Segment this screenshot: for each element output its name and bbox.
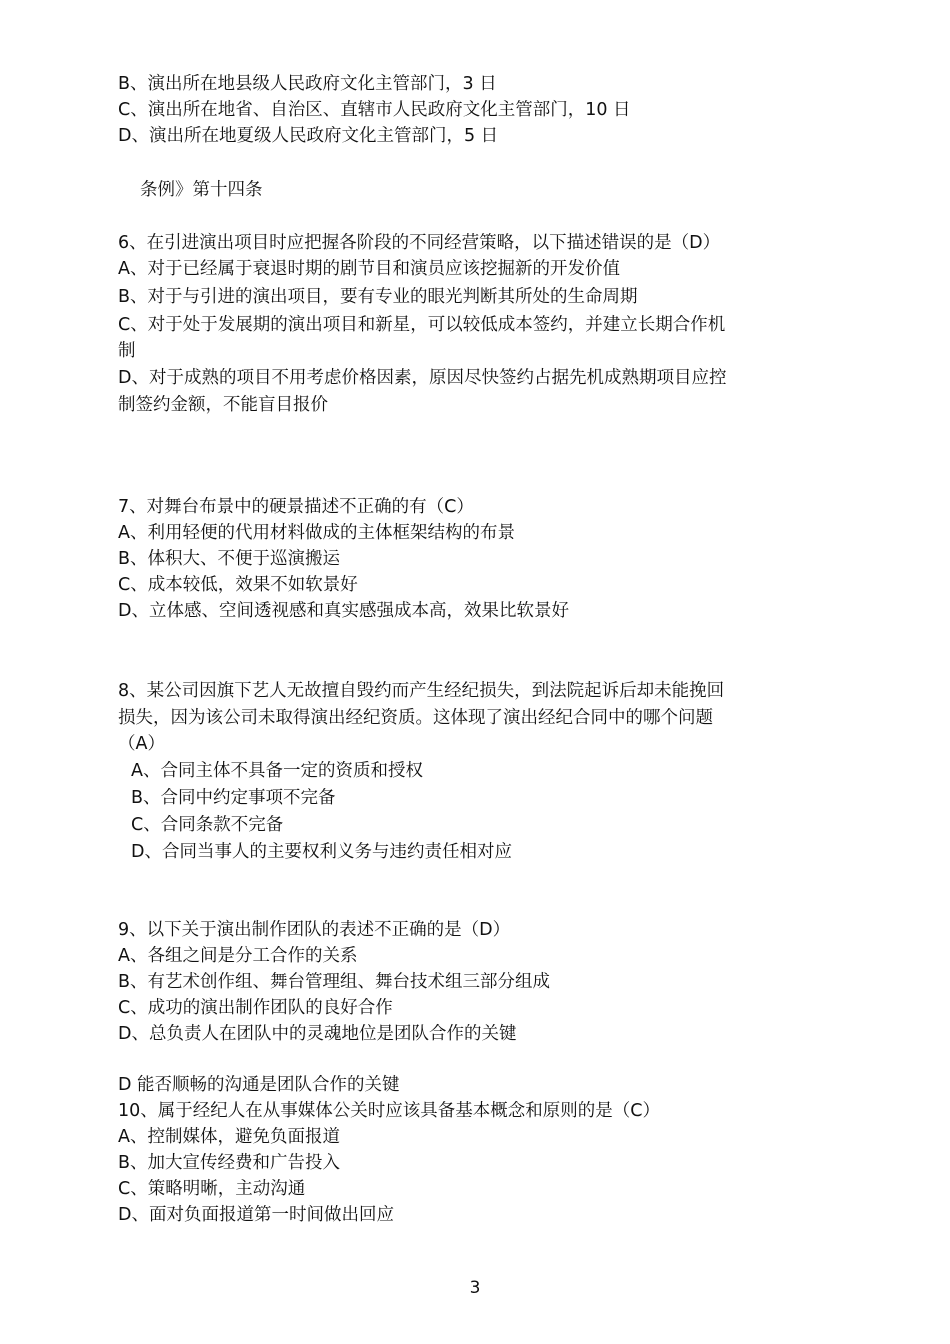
q7-option-a: A、利用轻便的代用材料做成的主体框架结构的布景 <box>118 523 515 543</box>
q9-option-d: D、总负责人在团队中的灵魂地位是团队合作的关键 <box>118 1024 517 1044</box>
q6-line-2: B、对于与引进的演出项目，要有专业的眼光判断其所处的生命周期 <box>118 287 638 307</box>
q5-option-c: C、演出所在地省、自治区、直辖市人民政府文化主管部门，10 日 <box>118 100 631 120</box>
q7-option-c: C、成本较低，效果不如软景好 <box>118 575 358 595</box>
q10-stem: 10、属于经纪人在从事媒体公关时应该具备基本概念和原则的是（C） <box>118 1101 660 1121</box>
page-number: 3 <box>469 1278 481 1298</box>
q7-option-d: D、立体感、空间透视感和真实感强成本高，效果比软景好 <box>118 601 569 621</box>
q9-option-b: B、有艺术创作组、舞台管理组、舞台技术组三部分组成 <box>118 972 551 992</box>
q6-line-6: 制签约金额，不能盲目报价 <box>118 395 328 415</box>
q7-stem: 7、对舞台布景中的硬景描述不正确的有（C） <box>118 497 474 517</box>
q6-stem: 6、在引进演出项目时应把握各阶段的不同经营策略，以下描述错误的是（D） <box>118 233 721 253</box>
q8-stem-line-2: 损失，因为该公司未取得演出经纪资质。这体现了演出经纪合同中的哪个问题 <box>118 708 713 728</box>
q8-option-b: B、合同中约定事项不完备 <box>131 788 336 808</box>
q9-stem: 9、以下关于演出制作团队的表述不正确的是（D） <box>118 920 511 940</box>
q9-option-a: A、各组之间是分工合作的关系 <box>118 946 358 966</box>
q9-option-c: C、成功的演出制作团队的良好合作 <box>118 998 393 1018</box>
q6-line-1: A、对于已经属于衰退时期的剧节目和演员应该挖掘新的开发价值 <box>118 259 620 279</box>
q10-option-b: B、加大宣传经费和广告投入 <box>118 1153 341 1173</box>
q8-stem-line-3: （A） <box>118 734 165 754</box>
q7-option-b: B、体积大、不便于巡演搬运 <box>118 549 341 569</box>
q5-option-b: B、演出所在地县级人民政府文化主管部门，3 日 <box>118 74 497 94</box>
q8-option-a: A、合同主体不具备一定的资质和授权 <box>131 761 423 781</box>
q9-note: D 能否顺畅的沟通是团队合作的关键 <box>118 1075 400 1095</box>
q10-option-a: A、控制媒体，避免负面报道 <box>118 1127 340 1147</box>
q8-stem-line-1: 8、某公司因旗下艺人无故擅自毁约而产生经纪损失，到法院起诉后却未能挽回 <box>118 681 725 701</box>
q8-option-d: D、合同当事人的主要权利义务与违约责任相对应 <box>131 842 512 862</box>
q10-option-d: D、面对负面报道第一时间做出回应 <box>118 1205 394 1225</box>
q6-line-4: 制 <box>118 341 136 361</box>
q10-option-c: C、策略明晰，主动沟通 <box>118 1179 306 1199</box>
q6-line-5: D、对于成熟的项目不用考虑价格因素，原因尽快签约占据先机成熟期项目应控 <box>118 368 727 388</box>
q5-note: 条例》第十四条 <box>140 180 263 200</box>
q8-option-c: C、合同条款不完备 <box>131 815 284 835</box>
q6-line-3: C、对于处于发展期的演出项目和新星，可以较低成本签约，并建立长期合作机 <box>118 315 726 335</box>
q5-option-d: D、演出所在地夏级人民政府文化主管部门，5 日 <box>118 126 499 146</box>
